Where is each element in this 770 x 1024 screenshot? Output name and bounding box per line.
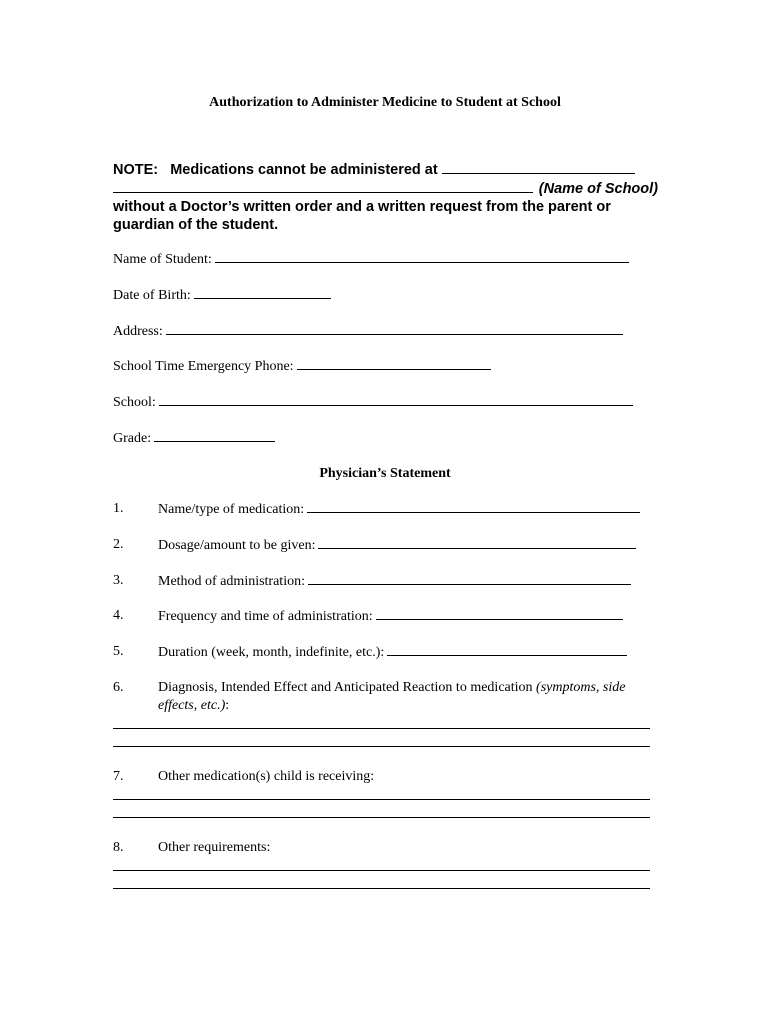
item-label: Method of administration: bbox=[158, 574, 305, 589]
school-label: School: bbox=[113, 395, 156, 410]
duration-input[interactable] bbox=[387, 643, 627, 656]
school-name-blank-1[interactable] bbox=[442, 160, 635, 174]
item-number: 5. bbox=[113, 644, 124, 659]
date-of-birth-label: Date of Birth: bbox=[113, 288, 191, 303]
physician-statement-heading: Physician’s Statement bbox=[319, 466, 451, 481]
item-number: 6. bbox=[113, 680, 124, 695]
item-label: Dosage/amount to be given: bbox=[158, 538, 316, 553]
item-number: 8. bbox=[113, 840, 124, 855]
item-label: Duration (week, month, indefinite, etc.): bbox=[158, 645, 385, 660]
other-requirements-line-2[interactable] bbox=[113, 888, 650, 889]
school-input[interactable] bbox=[159, 393, 633, 406]
address-field bbox=[113, 322, 623, 341]
administration-method-input[interactable] bbox=[308, 572, 631, 585]
note-continuation: without a Doctor’s written order and a written request from the parent or guardian of the student. bbox=[113, 199, 611, 233]
item-number: 4. bbox=[113, 608, 124, 623]
grade-input[interactable] bbox=[154, 429, 275, 442]
item-number: 7. bbox=[113, 769, 124, 784]
emergency-phone-label: School Time Emergency Phone: bbox=[113, 359, 294, 374]
item-label: Frequency and time of administration: bbox=[158, 609, 373, 624]
other-medications-line-1[interactable] bbox=[113, 799, 650, 800]
emergency-phone-field bbox=[113, 357, 491, 376]
date-of-birth-input[interactable] bbox=[194, 286, 331, 299]
other-medications-line-2[interactable] bbox=[113, 817, 650, 818]
school-name-tag: (Name of School) bbox=[538, 181, 658, 197]
item-number: 3. bbox=[113, 573, 124, 588]
medication-name-input[interactable] bbox=[307, 500, 640, 513]
other-requirements-line-1[interactable] bbox=[113, 870, 650, 871]
school-name-blank-2[interactable] bbox=[113, 179, 533, 193]
item-label: Name/type of medication: bbox=[158, 502, 305, 517]
item-number: 2. bbox=[113, 537, 124, 552]
note-block bbox=[113, 160, 658, 234]
address-label: Address: bbox=[113, 324, 163, 339]
item-label: Other requirements: bbox=[158, 840, 271, 855]
diagnosis-line-1[interactable] bbox=[113, 728, 650, 729]
note-label: NOTE: Medications cannot be administered at bbox=[113, 162, 438, 178]
grade-field bbox=[113, 429, 275, 448]
note-line-1 bbox=[113, 160, 658, 179]
date-of-birth-field bbox=[113, 286, 331, 305]
frequency-input[interactable] bbox=[376, 607, 623, 620]
diagnosis-line-2[interactable] bbox=[113, 746, 650, 747]
address-input[interactable] bbox=[166, 322, 623, 335]
document-title: Authorization to Administer Medicine to Student at School bbox=[209, 95, 561, 110]
item-6-label: Diagnosis, Intended Effect and Anticipated Reaction to medication (symptoms, side effects, etc.): bbox=[158, 680, 626, 713]
school-field bbox=[113, 393, 633, 412]
student-name-input[interactable] bbox=[215, 250, 629, 263]
student-name-field bbox=[113, 250, 629, 269]
item-number: 1. bbox=[113, 501, 124, 516]
note-line-2 bbox=[113, 179, 658, 198]
item-label: Other medication(s) child is receiving: bbox=[158, 769, 375, 784]
student-name-label: Name of Student: bbox=[113, 252, 212, 267]
dosage-input[interactable] bbox=[318, 536, 636, 549]
emergency-phone-input[interactable] bbox=[297, 357, 491, 370]
grade-label: Grade: bbox=[113, 431, 152, 446]
